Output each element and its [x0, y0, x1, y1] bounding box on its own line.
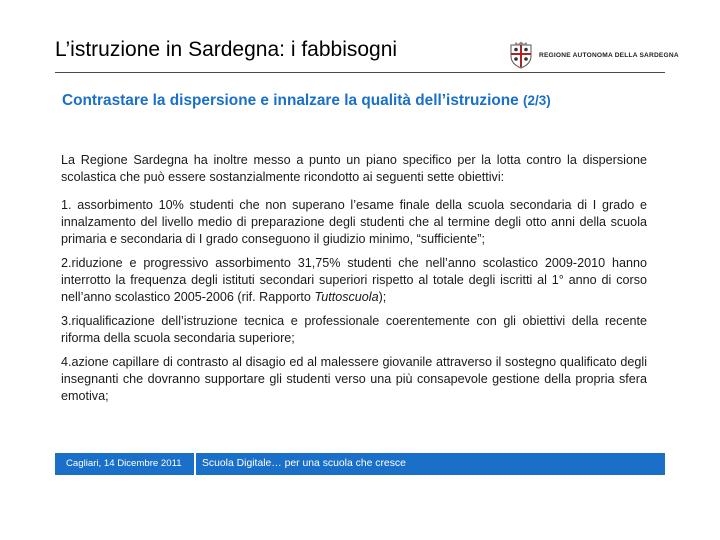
slide-title: L’istruzione in Sardegna: i fabbisogni — [55, 38, 398, 61]
footer-divider — [194, 453, 196, 475]
objective-item-2-text: 2.riduzione e progressivo assorbimento 31,75% studenti che nell’anno scolastico 2009-2010 hanno interrotto la frequenza degli istituti secondari superiori rispetto al totale degli iscritti al 1° anno di corso nell’anno scolastico 2005-2006 (rif. Rapporto — [61, 256, 647, 304]
title-divider — [55, 72, 665, 73]
region-logo — [508, 40, 679, 70]
objective-item-2-source: Tuttoscuola — [314, 290, 379, 304]
body-text — [61, 152, 647, 412]
subtitle-text: Contrastare la dispersione e innalzare la qualità dell’istruzione — [62, 92, 519, 109]
objective-item-4: 4.azione capillare di contrasto al disagio ed al malessere giovanile attraverso il sostegno qualificato degli insegnanti che dovranno supportare gli studenti verso una più consapevole gestione della propria sfera emotiva; — [61, 355, 647, 403]
footer-date: Cagliari, 14 Dicembre 2011 — [66, 458, 182, 469]
objective-item-2-end: ); — [378, 290, 387, 304]
objective-item-2 — [61, 255, 647, 306]
footer-tagline: Scuola Digitale… per una scuola che cresce — [202, 458, 406, 469]
objective-item-1: 1. assorbimento 10% studenti che non superano l’esame finale della scuola secondaria di I grado e innalzamento del livello medio di preparazione degli studenti che al termine degli otto anni della scuola primaria e secondaria di I grado conseguono il giudizio minimo, “sufficiente”; — [61, 198, 647, 246]
footer-bar — [55, 453, 665, 475]
regional-seal-icon — [508, 41, 534, 69]
logo-text: REGIONE AUTONOMA DELLA SARDEGNA — [539, 51, 679, 59]
objective-item-3: 3.riqualificazione dell’istruzione tecnica e professionale coerentemente con gli obiettivi della recente riforma della scuola secondaria superiore; — [61, 314, 647, 345]
section-subtitle — [62, 91, 551, 111]
intro-paragraph: La Regione Sardegna ha inoltre messo a punto un piano specifico per la lotta contro la dispersione scolastica che può essere sostanzialmente ricondotto ai seguenti sette obiettivi: — [61, 153, 647, 184]
subtitle-page-indicator: (2/3) — [523, 93, 551, 108]
